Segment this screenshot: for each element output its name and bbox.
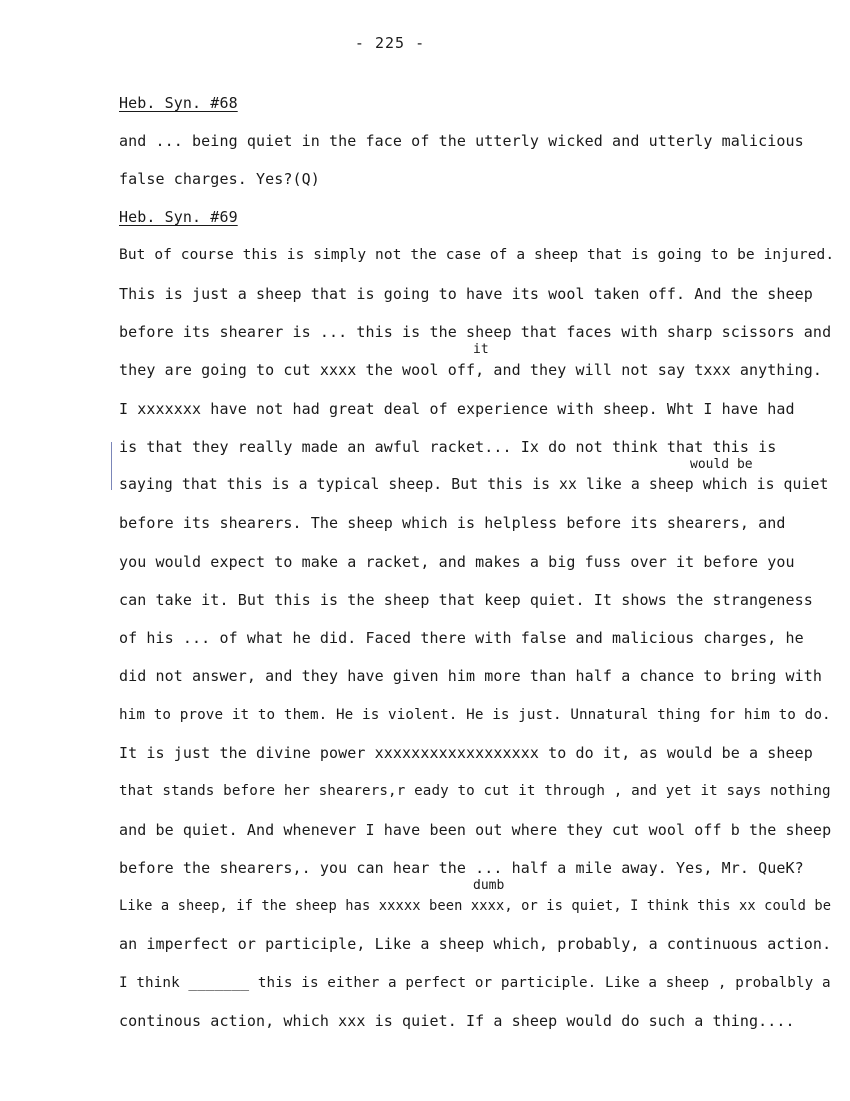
text-line-10: before its shearers. The sheep which is helpless before its shearers, and xyxy=(119,514,786,532)
interlinear-insert-dumb: dumb xyxy=(473,878,505,893)
text-line-8: is that they really made an awful racket... Ix do not think that this is xyxy=(119,438,777,456)
text-line-12: can take it. But this is the sheep that keep quiet. It shows the strangeness xyxy=(119,591,813,609)
text-line-11: you would expect to make a racket, and makes a big fuss over it before you xyxy=(119,553,795,571)
text-line-7: I xxxxxxx have not had great deal of experience with sheep. Wht I have had xyxy=(119,400,795,418)
text-line-20: Like a sheep, if the sheep has xxxxx been xxxx, or is quiet, I think this xx could be xyxy=(119,898,832,914)
text-line-3: But of course this is simply not the case of a sheep that is going to be injured. xyxy=(119,247,835,263)
interlinear-insert-would-be: would be xyxy=(690,457,753,472)
text-line-16: It is just the divine power xxxxxxxxxxxxxxxxxx to do it, as would be a sheep xyxy=(119,744,813,762)
text-line-18: and be quiet. And whenever I have been out where they cut wool off b the sheep xyxy=(119,821,832,839)
text-line-15: him to prove it to them. He is violent. He is just. Unnatural thing for him to do. xyxy=(119,707,831,723)
section-heading-69: Heb. Syn. #69 xyxy=(119,208,238,226)
text-line-19: before the shearers,. you can hear the ... half a mile away. Yes, Mr. QueK? xyxy=(119,859,804,877)
page-number: - 225 - xyxy=(354,34,426,52)
text-line-22: I think _______ this is either a perfect or participle. Like a sheep , probalbly a xyxy=(119,975,831,991)
text-line-6: they are going to cut xxxx the wool off, and they will not say txxx anything. xyxy=(119,361,823,379)
text-line-5: before its shearer is ... this is the sheep that faces with sharp scissors and xyxy=(119,323,832,341)
text-line-4: This is just a sheep that is going to have its wool taken off. And the sheep xyxy=(119,285,813,303)
text-line-23: continous action, which xxx is quiet. If a sheep would do such a thing.... xyxy=(119,1012,795,1030)
text-line-13: of his ... of what he did. Faced there with false and malicious charges, he xyxy=(119,629,804,647)
text-line-9: saying that this is a typical sheep. But this is xx like a sheep which is quiet xyxy=(119,476,829,493)
section-heading-68: Heb. Syn. #68 xyxy=(119,94,238,112)
text-line-1: and ... being quiet in the face of the utterly wicked and utterly malicious xyxy=(119,132,804,150)
text-line-17: that stands before her shearers,r eady to cut it through , and yet it says nothing xyxy=(119,783,831,799)
margin-mark xyxy=(111,442,114,490)
text-line-14: did not answer, and they have given him more than half a chance to bring with xyxy=(119,667,823,685)
interlinear-insert-it: it xyxy=(473,342,489,357)
text-line-21: an imperfect or participle, Like a sheep which, probably, a continuous action. xyxy=(119,935,832,953)
text-line-2: false charges. Yes?(Q) xyxy=(119,170,320,188)
